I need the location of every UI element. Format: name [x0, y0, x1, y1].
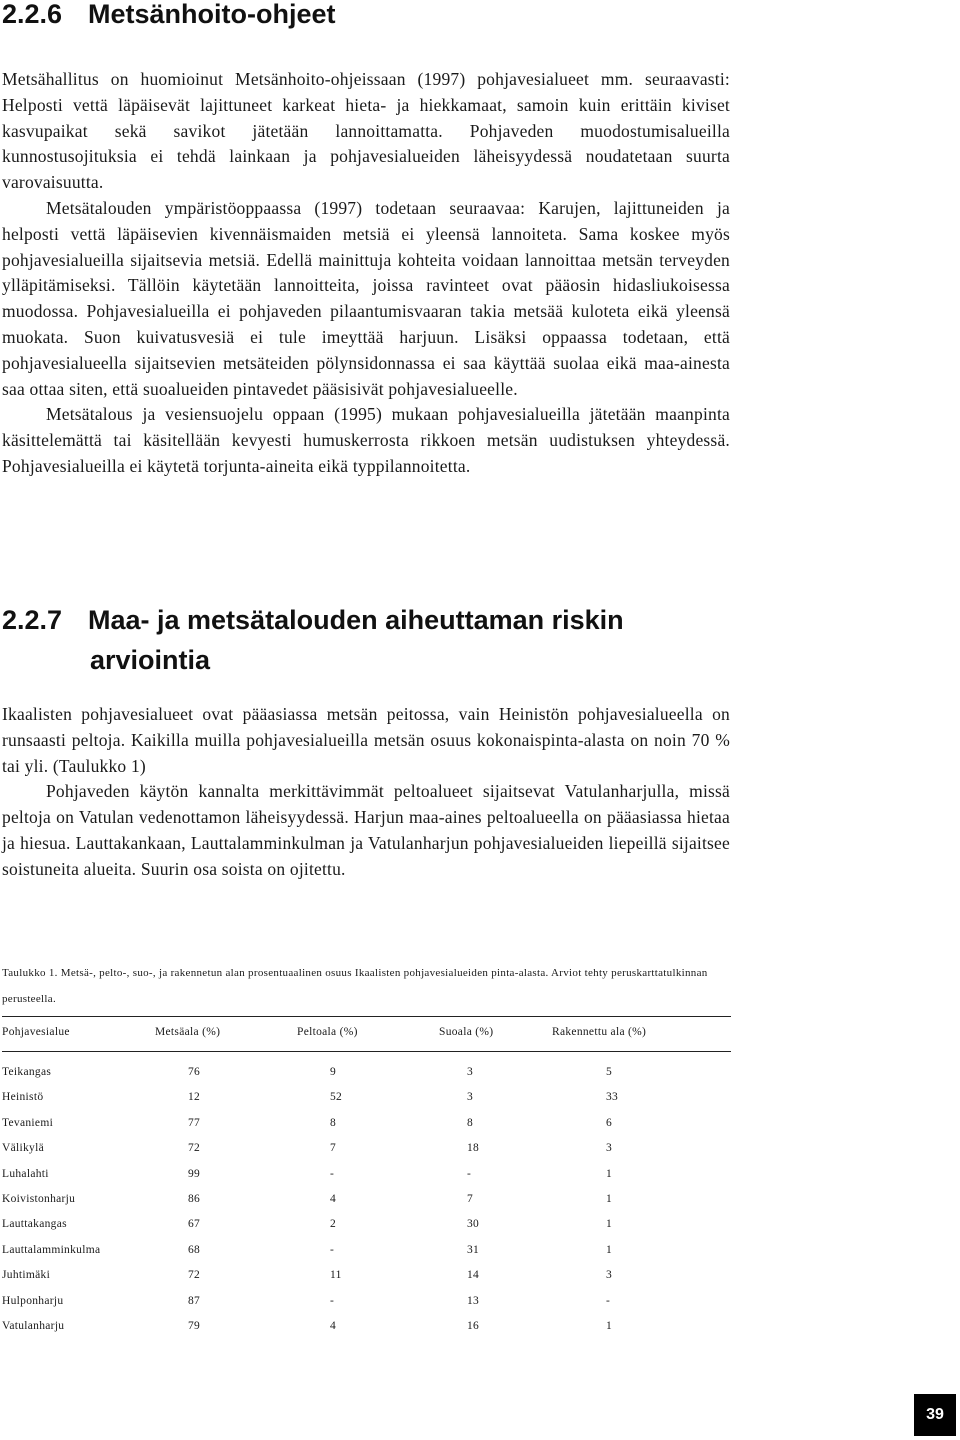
paragraph: Metsätalous ja vesiensuojelu oppaan (1995) mukaan pohjavesialueilla jätetään maanpinta käsittelemättä tai käsitellään kevyesti humuskerrosta rikkoen metsän uudistuksen yhteydessä. Pohjavesialueilla ei käytetä torjunta-aineita eikä typpilannoitetta. [2, 404, 730, 476]
table-row [2, 1091, 742, 1111]
table-cell: 4 [330, 1193, 337, 1205]
section-title-line-2: arviointia [90, 645, 211, 675]
page-number: 39 [914, 1394, 956, 1436]
section-number: 2.2.6 [2, 0, 63, 29]
table-row [2, 1193, 742, 1213]
section-title: Metsänhoito-ohjeet [88, 0, 336, 29]
column-header: Peltoala (%) [297, 1026, 358, 1038]
row-label: Heinistö [2, 1091, 44, 1104]
section-heading-2-2-6 [2, 0, 336, 34]
table-cell: 2 [330, 1218, 337, 1231]
paragraph: Metsätalouden ympäristöoppaassa (1997) todetaan seuraavaa: Karujen, lajittuneiden ja helposti vettä läpäisevien kivennäismaiden metsiä ei yleensä lannoiteta. Sama koskee myös pohjavesialueilla sijaitsevia metsiä. Edellä mainittuja kohteita voidaan lannoittaa metsän terveyden ylläpitämiseksi. Tällöin käytetään lannoitteita, joissa ravinteet ovat pääosin hidasliukoisessa muodossa. Pohjavesialueilla ei pohjaveden pilaantumisvaaran takia metsää kuloteta eikä yleensä muokata. Suon kuivatusvesiä ei tule imeyttää harjuun. Lisäksi oppaassa todetaan, että pohjavesialueella sijaitsevien metsäteiden pölynsidonnassa ei saa käyttää suolaa eikä maa-ainesta saa ottaa siten, että suoalueiden pintavedet pääsisivät pohjavesialueelle. [2, 197, 730, 399]
table-cell: - [330, 1294, 335, 1307]
table-cell: 79 [188, 1320, 201, 1332]
table-row [2, 1142, 742, 1162]
column-header: Suoala (%) [439, 1026, 494, 1038]
table-cell: 86 [188, 1193, 201, 1205]
table-cell: 8 [330, 1116, 337, 1129]
table-cell: - [606, 1294, 611, 1307]
table-cell: 72 [188, 1142, 201, 1155]
table-row [2, 1295, 742, 1315]
paragraph: Pohjaveden käytön kannalta merkittävimmät peltoalueet sijaitsevat Vatulanharjulla, missä peltoja on Vatulan vedenottamon läheisyydessä. Harjun maa-aines peltoalueella on pääasiassa hietaa ja hiesua. Lauttakankaan, Lauttalamminkulman ja Vatulanharjun pohjavesialueiden liepeillä sijaitsee soistuneita alueita. Suurin osa soista on ojitettu. [2, 781, 730, 879]
table-cell: 1 [606, 1167, 613, 1180]
table-cell: 33 [606, 1091, 619, 1104]
column-header: Metsäala (%) [155, 1026, 221, 1038]
column-header: Pohjavesialue [2, 1026, 70, 1038]
row-label: Lauttakangas [2, 1218, 67, 1231]
table-cell: 1 [606, 1320, 613, 1332]
table-header-row [2, 1026, 742, 1046]
table-cell: 67 [188, 1218, 201, 1231]
table-cell: 9 [330, 1066, 337, 1078]
table-cell: 7 [330, 1142, 337, 1155]
table-cell: 3 [606, 1269, 613, 1282]
table-row [2, 1269, 742, 1289]
table-cell: 30 [467, 1218, 480, 1231]
table-header-rule [2, 1051, 731, 1052]
section-body-2-2-7 [2, 702, 730, 883]
table-cell: 8 [467, 1116, 474, 1129]
section-number: 2.2.7 [2, 605, 63, 635]
column-header: Rakennettu ala (%) [552, 1026, 647, 1038]
table-cell: 6 [606, 1116, 613, 1129]
table-cell: 87 [188, 1294, 201, 1307]
table-cell: 1 [606, 1243, 613, 1256]
table-cell: 7 [467, 1193, 474, 1205]
row-label: Välikylä [2, 1142, 44, 1155]
table-cell: 3 [467, 1066, 474, 1078]
table-cell: 3 [606, 1142, 613, 1155]
section-title-line-1: Maa- ja metsätalouden aiheuttaman riskin [88, 605, 624, 635]
row-label: Lauttalamminkulma [2, 1243, 101, 1256]
table-row [2, 1218, 742, 1238]
table-row [2, 1320, 742, 1340]
table-cell: 5 [606, 1066, 613, 1078]
table-cell: 68 [188, 1243, 201, 1256]
row-label: Koivistonharju [2, 1193, 76, 1205]
table-cell: 31 [467, 1243, 480, 1256]
row-label: Juhtimäki [2, 1269, 51, 1282]
table-cell: 14 [467, 1269, 480, 1282]
row-label: Tevaniemi [2, 1116, 54, 1129]
table-cell: - [330, 1167, 335, 1180]
table-cell: 76 [188, 1066, 201, 1078]
table-row [2, 1117, 742, 1137]
table-cell: 99 [188, 1167, 201, 1180]
table-cell: 18 [467, 1142, 480, 1155]
table-top-rule [2, 1016, 731, 1017]
table-cell: - [330, 1243, 335, 1256]
paragraph: Metsähallitus on huomioinut Metsänhoito-ohjeissaan (1997) pohjavesialueet mm. seuraavasti: Helposti vettä läpäisevät lajittuneet karkeat hieta- ja hiekkamaat, samoin kuin erittäin kiviset kasvupaikat sekä savikot jätetään lannoittamatta. Pohjaveden muodostumisalueilla kunnostusojituksia ei tehdä lainkaan ja pohjavesialueiden läheisyydessä noudatetaan suurta varovaisuutta. [2, 69, 730, 193]
table-row [2, 1168, 742, 1188]
table-row [2, 1244, 742, 1264]
table-cell: 16 [467, 1320, 480, 1332]
table-cell: 1 [606, 1218, 613, 1231]
row-label: Teikangas [2, 1066, 52, 1078]
paragraph: Ikaalisten pohjavesialueet ovat pääasiassa metsän peitossa, vain Heinistön pohjavesialueella on runsaasti peltoja. Kaikilla muilla pohjavesialueilla metsän osuus kokonaispinta-alasta on noin 70 % tai yli. (Taulukko 1) [2, 704, 730, 776]
table-cell: 72 [188, 1269, 201, 1282]
table-cell: 52 [330, 1091, 343, 1104]
table-cell: 1 [606, 1193, 613, 1205]
table-cell: - [467, 1167, 472, 1180]
row-label: Hulponharju [2, 1294, 64, 1307]
table-cell: 11 [330, 1269, 342, 1282]
row-label: Vatulanharju [2, 1320, 65, 1332]
table-caption: Taulukko 1. Metsä-, pelto-, suo-, ja rakennetun alan prosentuaalinen osuus Ikaalisten pohjavesialueiden pinta-alasta. Arviot tehty peruskarttatulkinnan perusteella. [2, 967, 708, 1005]
table-cell: 3 [467, 1091, 474, 1104]
row-label: Luhalahti [2, 1167, 49, 1180]
table-row [2, 1066, 742, 1086]
table-cell: 13 [467, 1294, 480, 1307]
table-cell: 77 [188, 1116, 201, 1129]
section-heading-2-2-7 [2, 600, 624, 680]
section-body-2-2-6 [2, 67, 730, 480]
table-cell: 4 [330, 1320, 337, 1332]
table-cell: 12 [188, 1091, 201, 1104]
